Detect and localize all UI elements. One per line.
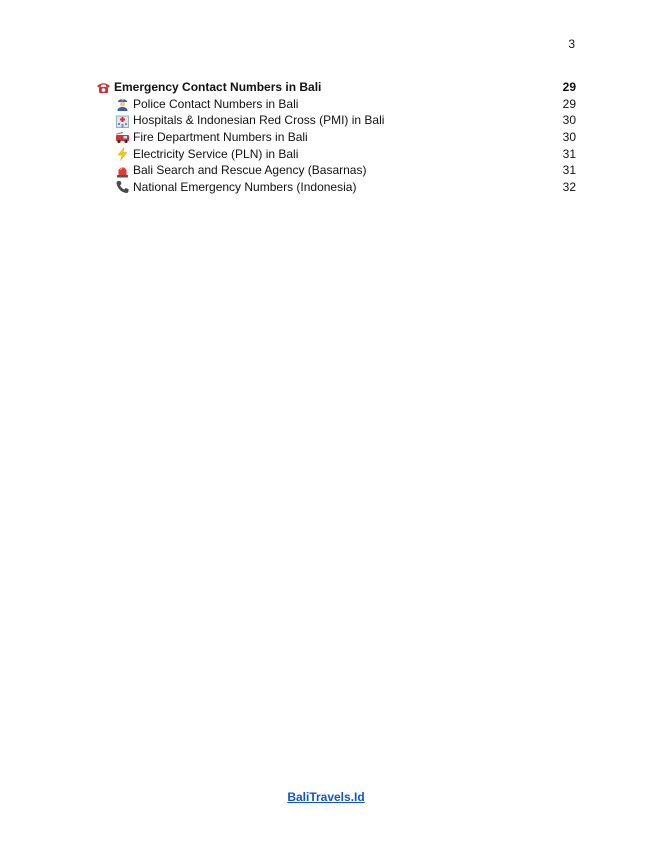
toc-item-national-emergency[interactable] xyxy=(96,179,576,196)
hospital-icon xyxy=(115,114,130,128)
toc-item-fire-department[interactable] xyxy=(96,129,576,146)
telephone-icon xyxy=(96,80,111,94)
toc-section-emergency-contacts[interactable] xyxy=(96,79,576,96)
toc-item-label: Police Contact Numbers in Bali xyxy=(133,96,299,111)
toc-item-page: 30 xyxy=(562,130,576,145)
toc-item-label: Bali Search and Rescue Agency (Basarnas) xyxy=(133,163,367,178)
phone-receiver-icon xyxy=(115,180,130,194)
police-officer-icon xyxy=(115,97,130,111)
toc-item-page: 31 xyxy=(562,163,576,178)
toc-section-page: 29 xyxy=(562,80,576,94)
toc-section-label: Emergency Contact Numbers in Bali xyxy=(114,80,322,94)
fire-engine-icon xyxy=(115,130,130,144)
toc-item-label: Electricity Service (PLN) in Bali xyxy=(133,146,299,161)
table-of-contents xyxy=(96,79,576,196)
siren-light-icon xyxy=(115,164,130,178)
toc-item-label: Fire Department Numbers in Bali xyxy=(133,130,308,145)
toc-item-police[interactable] xyxy=(96,96,576,113)
toc-item-search-rescue[interactable] xyxy=(96,162,576,179)
toc-item-page: 29 xyxy=(562,96,576,111)
footer-website-link[interactable]: BaliTravels.Id xyxy=(287,790,365,804)
toc-item-label: National Emergency Numbers (Indonesia) xyxy=(133,180,357,195)
toc-item-hospitals[interactable] xyxy=(96,112,576,129)
toc-item-page: 32 xyxy=(562,180,576,195)
page-number: 3 xyxy=(568,37,575,51)
toc-item-page: 31 xyxy=(562,146,576,161)
toc-item-label: Hospitals & Indonesian Red Cross (PMI) in Bali xyxy=(133,113,385,128)
lightning-icon xyxy=(115,147,130,161)
toc-item-electricity[interactable] xyxy=(96,146,576,163)
toc-item-page: 30 xyxy=(562,113,576,128)
